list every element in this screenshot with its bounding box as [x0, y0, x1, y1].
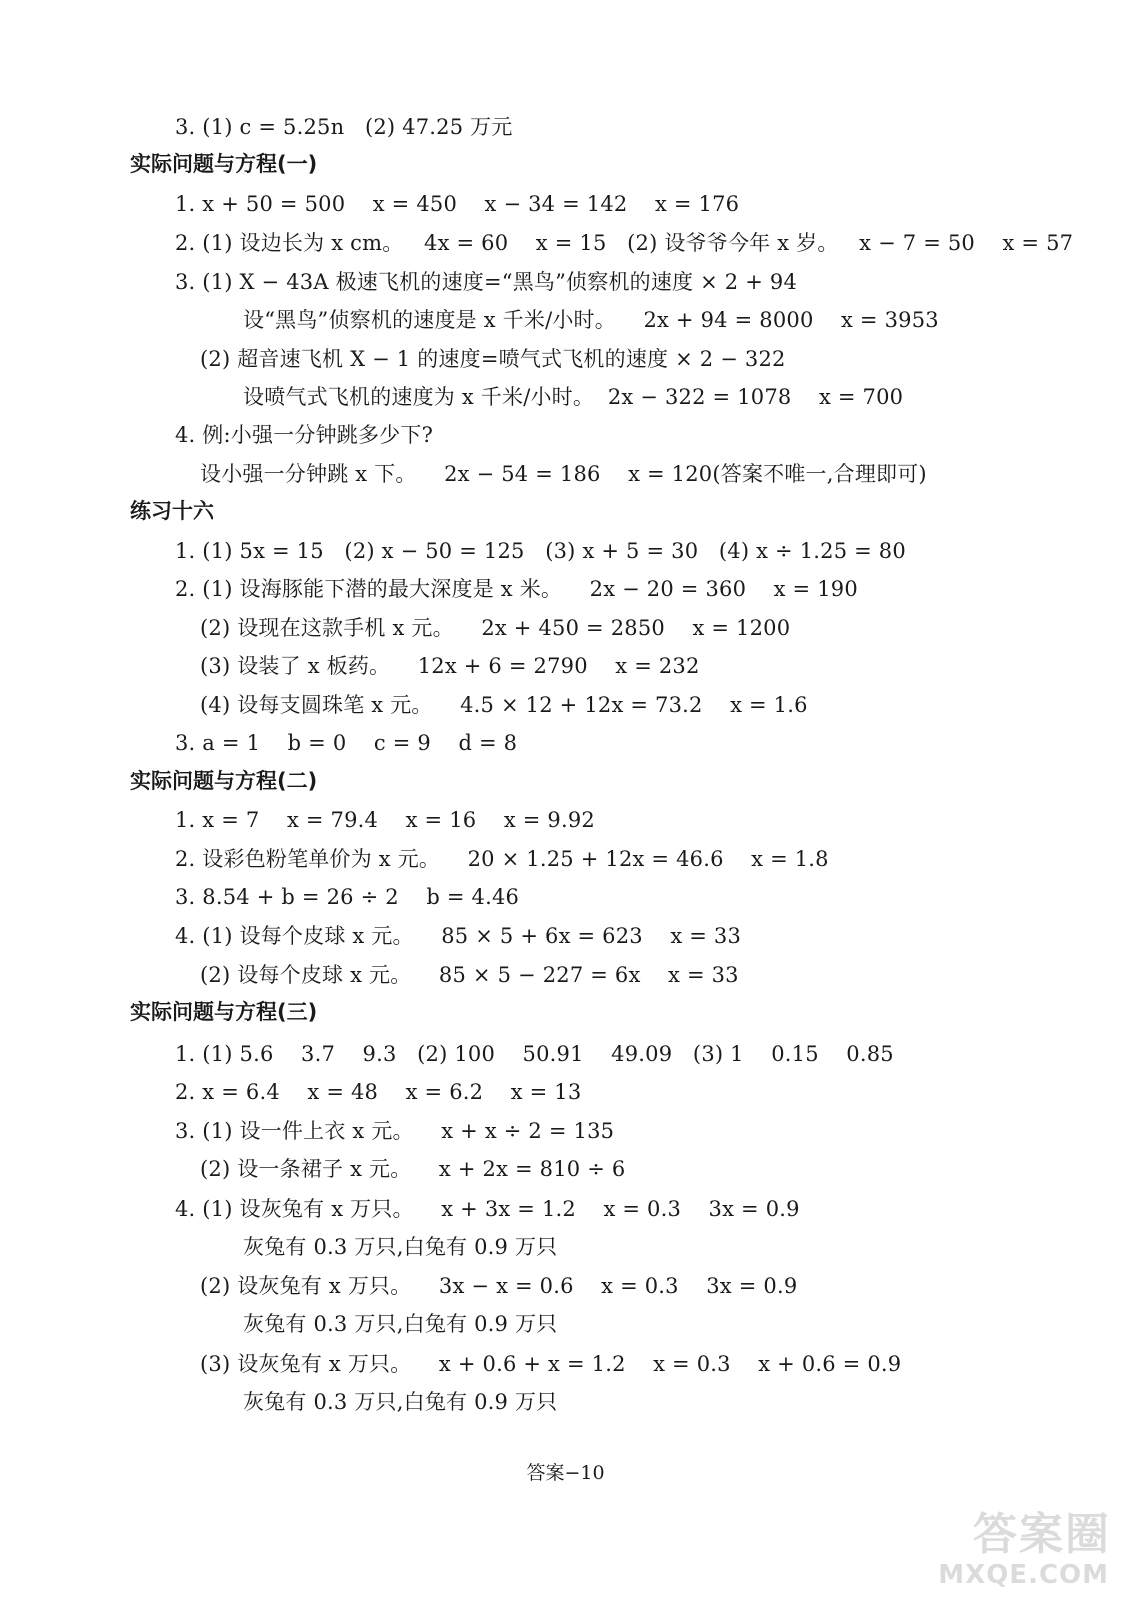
section-heading-practical-equations-3: 实际问题与方程(三)	[130, 1000, 318, 1024]
answer-line: 3. (1) X − 43A 极速飞机的速度=“黑鸟”侦察机的速度 × 2 + 94	[175, 270, 798, 294]
answer-line: (2) 设现在这款手机 x 元。 2x + 450 = 2850 x = 1200	[200, 616, 791, 640]
answer-line: 1. (1) 5.6 3.7 9.3 (2) 100 50.91 49.09 (3) 1 0.15 0.85	[175, 1042, 894, 1066]
answer-line: 1. x + 50 = 500 x = 450 x − 34 = 142 x = 176	[175, 192, 740, 216]
answer-line: 3. 8.54 + b = 26 ÷ 2 b = 4.46	[175, 885, 520, 909]
answer-line: 1. x = 7 x = 79.4 x = 16 x = 9.92	[175, 808, 595, 832]
answer-line: 3. a = 1 b = 0 c = 9 d = 8	[175, 731, 518, 755]
section-heading-practical-equations-2: 实际问题与方程(二)	[130, 769, 318, 793]
answer-line: (3) 设灰兔有 x 万只。 x + 0.6 + x = 1.2 x = 0.3 x + 0.6 = 0.9	[200, 1352, 902, 1376]
answer-line: 3. (1) c = 5.25n (2) 47.25 万元	[175, 115, 513, 139]
answer-line: 2. (1) 设边长为 x cm。 4x = 60 x = 15 (2) 设爷爷今年 x 岁。 x − 7 = 50 x = 57	[175, 231, 1074, 255]
answer-line: (2) 设一条裙子 x 元。 x + 2x = 810 ÷ 6	[200, 1157, 626, 1181]
answer-line: 灰兔有 0.3 万只,白兔有 0.9 万只	[243, 1235, 558, 1259]
answer-line: 设小强一分钟跳 x 下。 2x − 54 = 186 x = 120(答案不唯一,合理即可)	[200, 462, 927, 486]
watermark-text: 答案圈	[973, 1509, 1111, 1560]
section-heading-practical-equations-1: 实际问题与方程(一)	[130, 152, 318, 176]
answer-line: 4. (1) 设每个皮球 x 元。 85 × 5 + 6x = 623 x = 33	[175, 924, 742, 948]
answer-line: 4. 例:小强一分钟跳多少下?	[175, 423, 434, 447]
answer-line: (2) 设每个皮球 x 元。 85 × 5 − 227 = 6x x = 33	[200, 963, 739, 987]
answer-line: 2. (1) 设海豚能下潜的最大深度是 x 米。 2x − 20 = 360 x = 190	[175, 577, 858, 601]
answer-line: 4. (1) 设灰兔有 x 万只。 x + 3x = 1.2 x = 0.3 3x = 0.9	[175, 1197, 800, 1221]
answer-line: 设喷气式飞机的速度为 x 千米/小时。 2x − 322 = 1078 x = 700	[243, 385, 904, 409]
answer-line: 灰兔有 0.3 万只,白兔有 0.9 万只	[243, 1390, 558, 1414]
section-heading-exercise-16: 练习十六	[130, 499, 214, 523]
answer-line: 设“黑鸟”侦察机的速度是 x 千米/小时。 2x + 94 = 8000 x = 3953	[243, 308, 939, 332]
answer-line: (4) 设每支圆珠笔 x 元。 4.5 × 12 + 12x = 73.2 x = 1.6	[200, 693, 808, 717]
answer-line: (2) 设灰兔有 x 万只。 3x − x = 0.6 x = 0.3 3x = 0.9	[200, 1274, 798, 1298]
answer-line: 2. 设彩色粉笔单价为 x 元。 20 × 1.25 + 12x = 46.6 x = 1.8	[175, 847, 829, 871]
page-number: 答案−10	[526, 1462, 605, 1484]
answer-line: (2) 超音速飞机 X − 1 的速度=喷气式飞机的速度 × 2 − 322	[200, 347, 786, 371]
answer-line: (3) 设装了 x 板药。 12x + 6 = 2790 x = 232	[200, 654, 700, 678]
answer-line: 灰兔有 0.3 万只,白兔有 0.9 万只	[243, 1312, 558, 1336]
watermark-logo	[937, 1498, 1117, 1594]
answer-line: 2. x = 6.4 x = 48 x = 6.2 x = 13	[175, 1080, 582, 1104]
answer-line: 3. (1) 设一件上衣 x 元。 x + x ÷ 2 = 135	[175, 1119, 615, 1143]
watermark-url: MXQE.COM	[938, 1560, 1109, 1590]
answer-line: 1. (1) 5x = 15 (2) x − 50 = 125 (3) x + 5 = 30 (4) x ÷ 1.25 = 80	[175, 539, 906, 563]
